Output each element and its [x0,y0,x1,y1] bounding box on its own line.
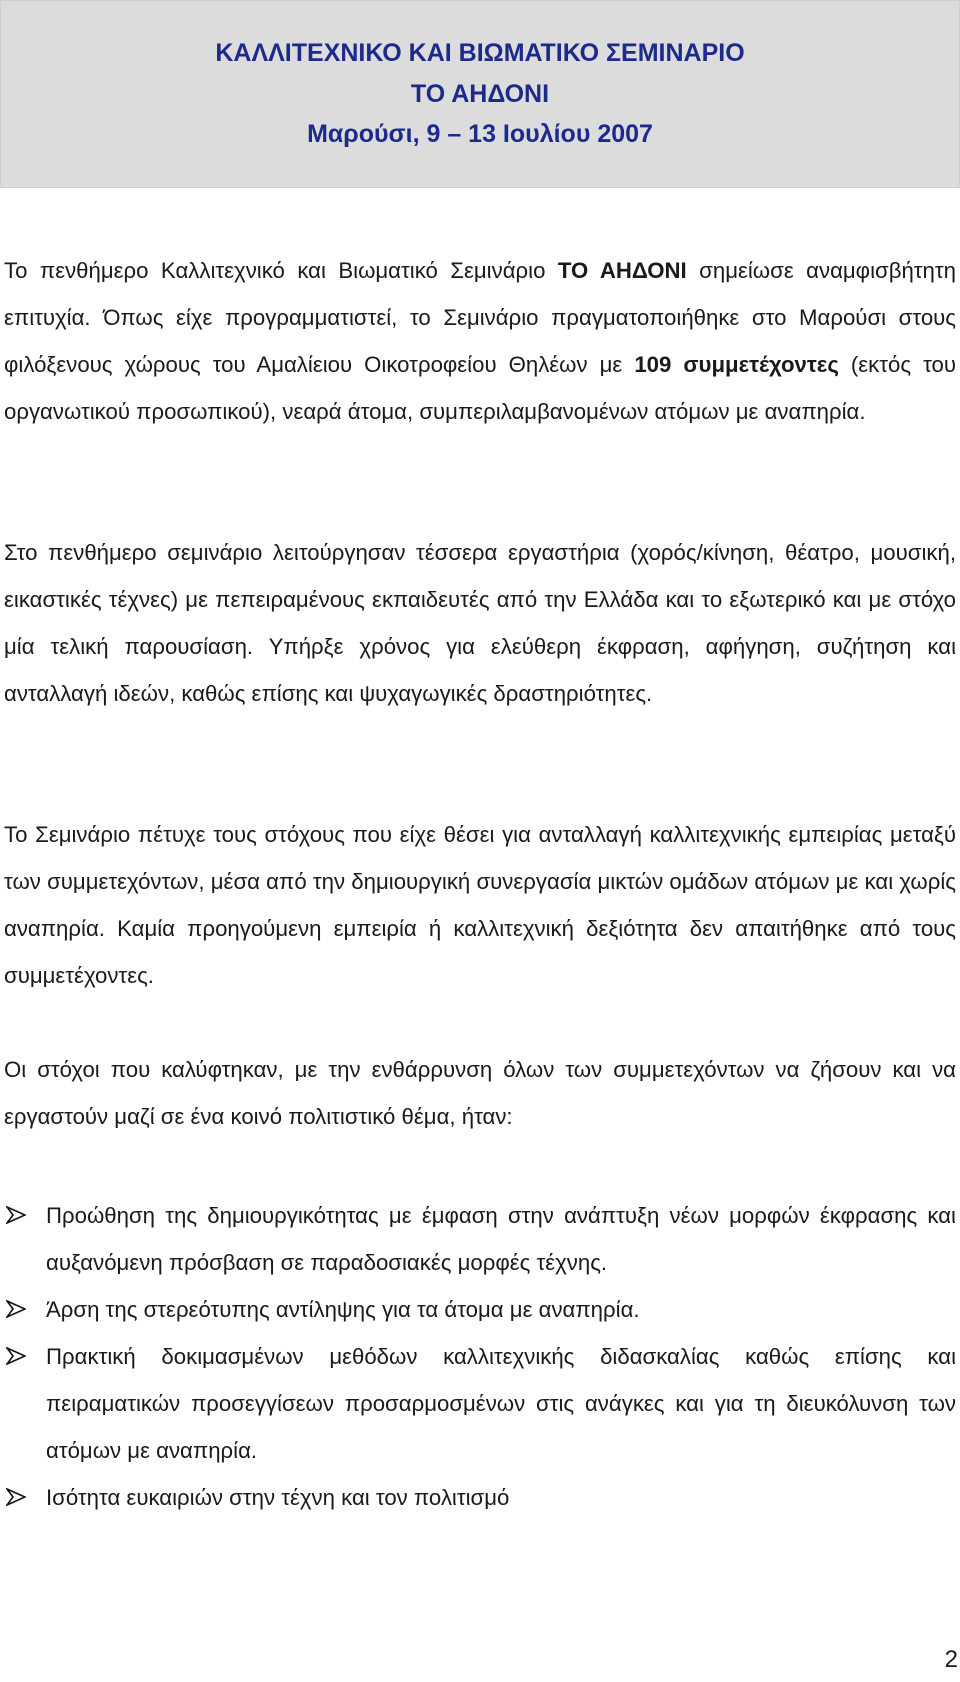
list-item-text: Πρακτική δοκιμασμένων μεθόδων καλλιτεχνικής διδασκαλίας καθώς επίσης και πειραματικών προσεγγίσεων προσαρμοσμένων στις ανάγκες και για τη διευκόλυνση των ατόμων με αναπηρία. [46,1344,956,1463]
paragraph-intro-text-3: (εκτός του οργανωτικού προσωπικού), νεαρά άτομα, συμπεριλαμβανομένων ατόμων με αναπηρία. [4,352,956,424]
list-item-text: Προώθηση της δημιουργικότητας με έμφαση στην ανάπτυξη νέων μορφών έκφρασης και αυξανόμενη πρόσβαση σε παραδοσιακές μορφές τέχνης. [46,1203,956,1275]
paragraph-objectives-intro: Οι στόχοι που καλύφτηκαν, με την ενθάρρυνση όλων των συμμετεχόντων να ζήσουν και να εργαστούν μαζί σε ένα κοινό πολιτιστικό θέμα, ήταν: [4,1057,956,1129]
page-number: 2 [944,1646,958,1673]
list-item [0,1333,956,1474]
header-subtitle: ΤΟ ΑΗΔΟΝΙ [410,80,550,108]
header-banner [0,0,960,188]
arrowhead-bullet-icon [6,1206,26,1224]
header-location-date: Μαρούσι, 9 – 13 Ιουλίου 2007 [307,120,653,148]
paragraph-workshops: Στο πενθήμερο σεμινάριο λειτούργησαν τέσσερα εργαστήρια (χορός/κίνηση, θέατρο, μουσική, εικαστικές τέχνες) με πεπειραμένους εκπαιδευτές από την Ελλάδα και το εξωτερικό και με στόχο μία τελική παρουσίαση. Υπήρξε χρόνος για ελεύθερη έκφραση, αφήγηση, συζήτηση και ανταλλαγή ιδεών, καθώς επίσης και ψυχαγωγικές δραστηριότητες. [4,540,956,706]
arrowhead-bullet-icon [6,1300,26,1318]
header-title: ΚΑΛΛΙΤΕΧΝΙΚΟ ΚΑΙ ΒΙΩΜΑΤΙΚΟ ΣΕΜΙΝΑΡΙΟ [215,39,745,67]
list-item [0,1192,956,1286]
paragraph-intro-bold-participants: 109 συμμετέχοντες [634,352,839,377]
list-item-text: Ισότητα ευκαιριών στην τέχνη και τον πολιτισμό [46,1485,510,1510]
paragraph-intro-bold-title: ΤΟ ΑΗΔΟΝΙ [557,258,687,283]
arrowhead-bullet-icon [6,1347,26,1365]
list-item [0,1286,956,1333]
paragraph-intro [4,247,956,435]
paragraph-goals-achieved: Το Σεμινάριο πέτυχε τους στόχους που είχε θέσει για ανταλλαγή καλλιτεχνικής εμπειρίας μεταξύ των συμμετεχόντων, μέσα από την δημιουργική συνεργασία μικτών ομάδων ατόμων με και χωρίς αναπηρία. Καμία προηγούμενη εμπειρία ή καλλιτεχνική δεξιότητα δεν απαιτήθηκε από τους συμμετέχοντες. [4,822,956,988]
list-item [0,1474,956,1521]
list-item-text: Άρση της στερεότυπης αντίληψης για τα άτομα με αναπηρία. [46,1297,640,1322]
objectives-list [0,1192,956,1521]
arrowhead-bullet-icon [6,1488,26,1506]
paragraph-intro-text-2: σημείωσε αναμφισβήτητη επιτυχία. Όπως είχε προγραμματιστεί, το Σεμινάριο πραγματοποιήθηκε στο Μαρούσι στους φιλόξενους χώρους του Αμαλίειου Οικοτροφείου Θηλέων με [4,258,956,377]
paragraph-intro-text-1: Το πενθήμερο Καλλιτεχνικό και Βιωματικό Σεμινάριο [4,258,558,283]
